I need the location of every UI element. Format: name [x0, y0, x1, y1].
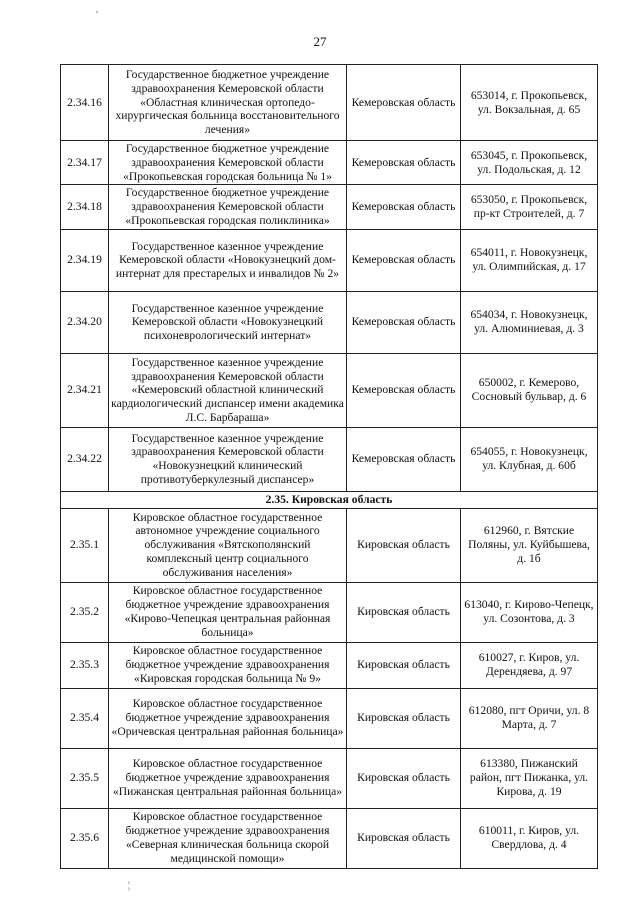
institution-name: Государственное бюджетное учреждение здравоохранения Кемеровской области «Прокопьевская городская поликлиника»: [109, 185, 347, 229]
table-row: [61, 141, 598, 185]
institution-name: Государственное бюджетное учреждение здравоохранения Кемеровской области «Прокопьевская городская больница № 1»: [109, 141, 347, 185]
table-row: [61, 353, 598, 427]
address: 610011, г. Киров, ул. Свердлова, д. 4: [461, 808, 598, 868]
institution-name: Кировское областное государственное бюджетное учреждение здравоохранения «Кировская городская больница № 9»: [109, 642, 347, 688]
kirov-rows: [61, 508, 598, 868]
address: 653014, г. Прокопьевск, ул. Вокзальная, д. 65: [461, 65, 598, 141]
institution-name: Кировское областное государственное бюджетное учреждение здравоохранения «Оричевская центральная районная больница»: [109, 688, 347, 748]
row-number: 2.35.1: [61, 508, 109, 582]
row-number: 2.35.5: [61, 748, 109, 808]
address: 654055, г. Новокузнецк, ул. Клубная, д. 60б: [461, 427, 598, 491]
row-number: 2.35.4: [61, 688, 109, 748]
region: Кемеровская область: [347, 141, 461, 185]
region: Кировская область: [347, 748, 461, 808]
row-number: 2.34.19: [61, 229, 109, 291]
address: 612960, г. Вятские Поляны, ул. Куйбышева, д. 1б: [461, 508, 598, 582]
institution-name: Государственное казенное учреждение Кемеровской области «Новокузнецкий психоневрологический интернат»: [109, 291, 347, 353]
region: Кемеровская область: [347, 427, 461, 491]
region: Кемеровская область: [347, 291, 461, 353]
institution-name: Кировское областное государственное бюджетное учреждение здравоохранения «Кирово-Чепецкая центральная районная больница»: [109, 582, 347, 642]
institution-name: Государственное казенное учреждение здравоохранения Кемеровской области «Новокузнецкий клинический противотуберкулезный диспансер»: [109, 427, 347, 491]
institution-name: Государственное казенное учреждение Кемеровской области «Новокузнецкий дом-интернат для престарелых и инвалидов № 2»: [109, 229, 347, 291]
row-number: 2.34.18: [61, 185, 109, 229]
region: Кировская область: [347, 508, 461, 582]
institutions-table: [60, 64, 598, 869]
table-row: [61, 808, 598, 868]
region: Кировская область: [347, 642, 461, 688]
institution-name: Кировское областное государственное бюджетное учреждение здравоохранения «Пижанская центральная районная больница»: [109, 748, 347, 808]
region: Кемеровская область: [347, 353, 461, 427]
section-title: 2.35. Кировская область: [61, 491, 598, 508]
row-number: 2.34.20: [61, 291, 109, 353]
institution-name: Государственное казенное учреждение здравоохранения Кемеровской области «Кемеровский областной клинический кардиологический диспансер имени академика Л.С. Барбараша»: [109, 353, 347, 427]
page-number: 27: [313, 34, 327, 49]
row-number: 2.35.6: [61, 808, 109, 868]
table-row: [61, 427, 598, 491]
row-number: 2.34.21: [61, 353, 109, 427]
region: Кировская область: [347, 582, 461, 642]
scan-mark: ′: [96, 10, 99, 21]
row-number: 2.35.2: [61, 582, 109, 642]
address: 610027, г. Киров, ул. Дерендяева, д. 97: [461, 642, 598, 688]
address: 653045, г. Прокопьевск, ул. Подольская, д. 12: [461, 141, 598, 185]
region: Кемеровская область: [347, 185, 461, 229]
row-number: 2.34.22: [61, 427, 109, 491]
section-header-row: [61, 491, 598, 508]
table-row: [61, 642, 598, 688]
address: 613380, Пижанский район, пгт Пижанка, ул. Кирова, д. 19: [461, 748, 598, 808]
address: 654034, г. Новокузнецк, ул. Алюминиевая, д. 3: [461, 291, 598, 353]
row-number: 2.35.3: [61, 642, 109, 688]
table-row: [61, 185, 598, 229]
table-row: [61, 291, 598, 353]
scan-mark: ¦: [128, 880, 131, 891]
table-row: [61, 65, 598, 141]
region: Кемеровская область: [347, 65, 461, 141]
table-row: [61, 748, 598, 808]
row-number: 2.34.17: [61, 141, 109, 185]
table-row: [61, 508, 598, 582]
address: 612080, пгт Оричи, ул. 8 Марта, д. 7: [461, 688, 598, 748]
institution-name: Кировское областное государственное автономное учреждение социального обслуживания «Вятскополянский комплексный центр социального обслуживания населения»: [109, 508, 347, 582]
region: Кировская область: [347, 808, 461, 868]
address: 654011, г. Новокузнецк, ул. Олимпийская, д. 17: [461, 229, 598, 291]
table-row: [61, 582, 598, 642]
address: 653050, г. Прокопьевск, пр-кт Строителей, д. 7: [461, 185, 598, 229]
region: Кемеровская область: [347, 229, 461, 291]
address: 650002, г. Кемерово, Сосновый бульвар, д. 6: [461, 353, 598, 427]
region: Кировская область: [347, 688, 461, 748]
row-number: 2.34.16: [61, 65, 109, 141]
table-row: [61, 688, 598, 748]
table-row: [61, 229, 598, 291]
institution-name: Кировское областное государственное бюджетное учреждение здравоохранения «Северная клиническая больница скорой медицинской помощи»: [109, 808, 347, 868]
institution-name: Государственное бюджетное учреждение здравоохранения Кемеровской области «Областная клиническая ортопедо-хирургическая больница восстановительного лечения»: [109, 65, 347, 141]
kemerovo-rows: [61, 65, 598, 492]
address: 613040, г. Кирово-Чепецк, ул. Созонтова, д. 3: [461, 582, 598, 642]
